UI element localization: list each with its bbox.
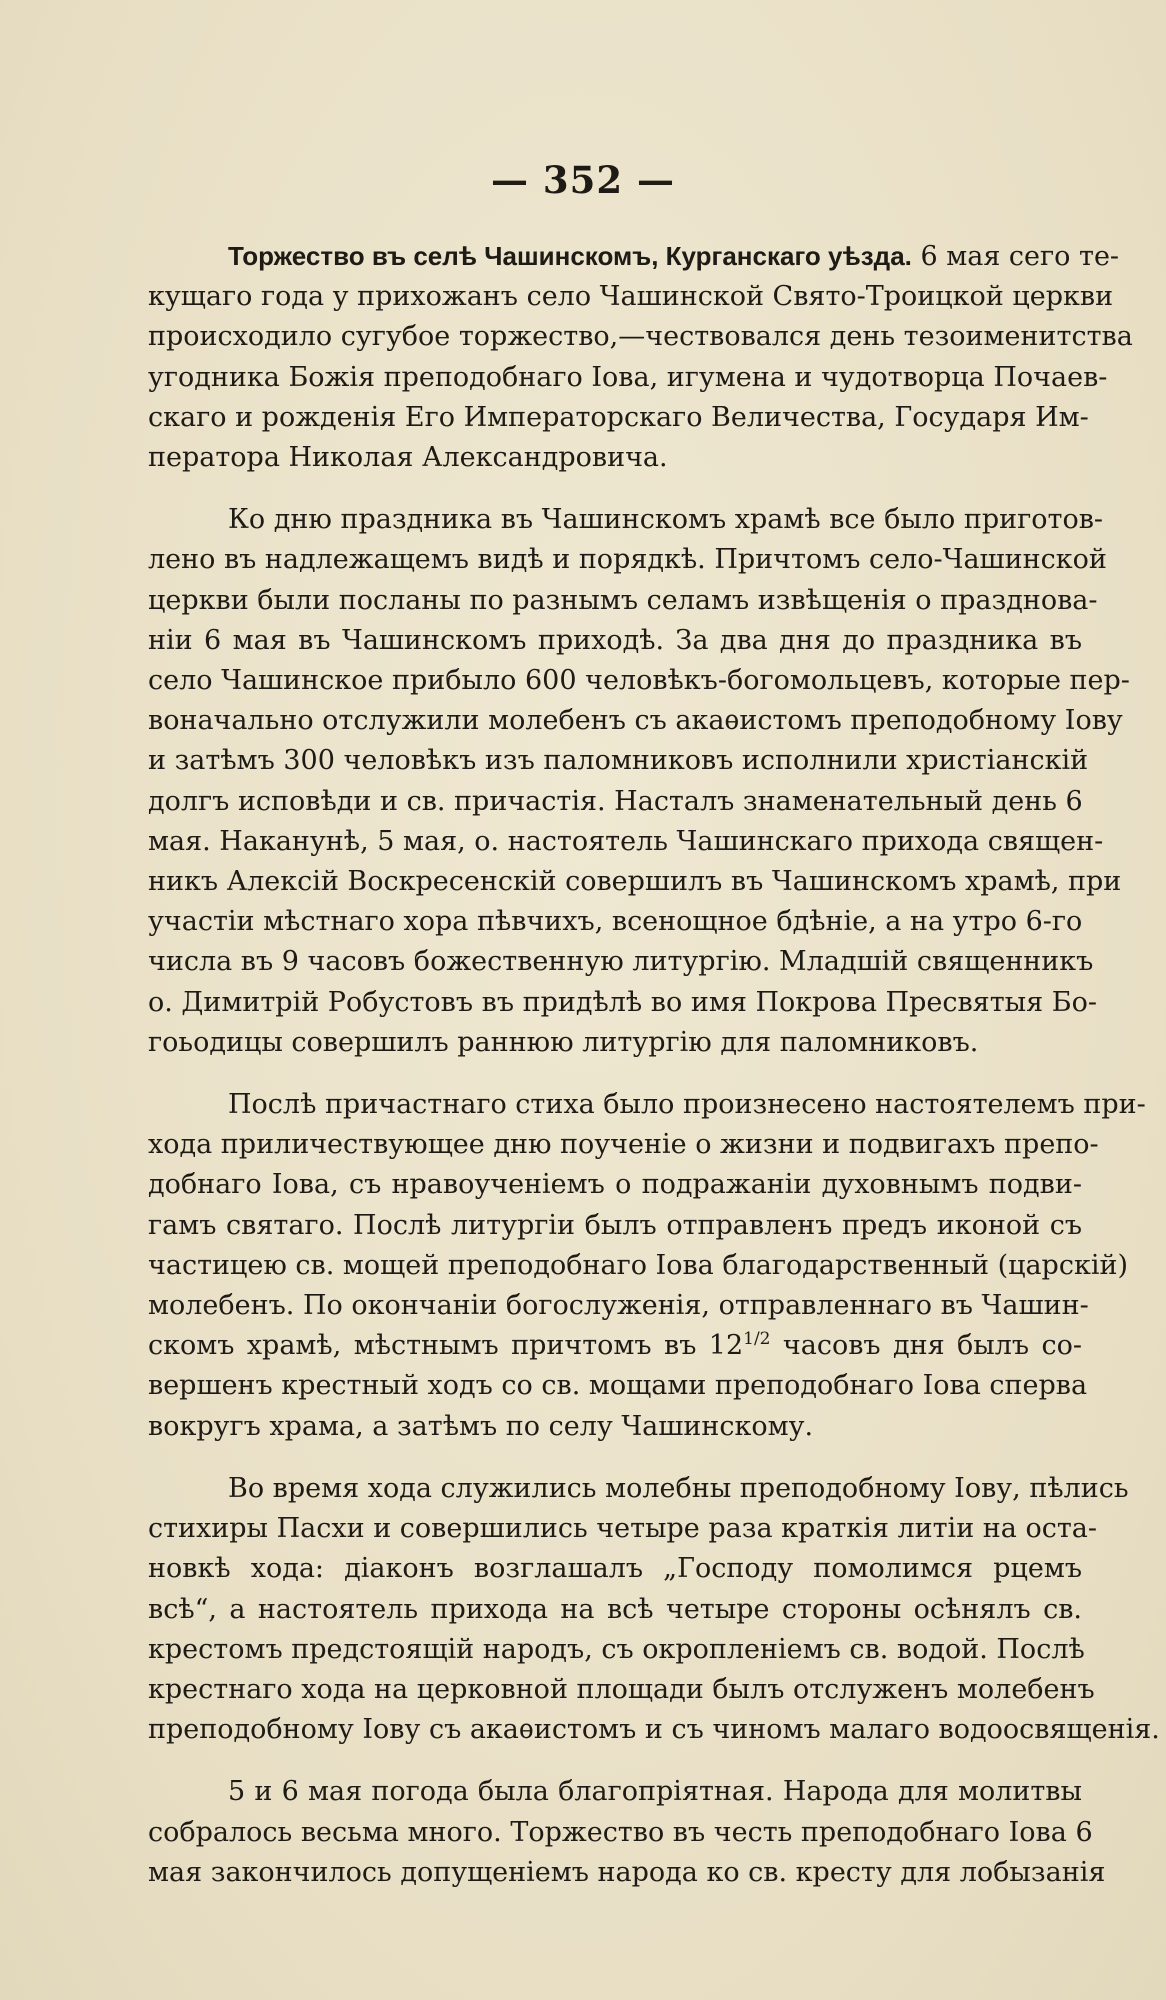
line-text: Во время хода служились молебны преподобному Іову, пѣлись: [228, 1472, 1129, 1504]
line-text: происходило сугубое торжество,—чествовался день тезоименитства: [148, 321, 1133, 353]
article-body: [148, 236, 1160, 1915]
line-text: ніи 6 мая въ Чашинскомъ приходѣ. За два дня до праздника въ: [148, 624, 1082, 656]
text-line: [148, 782, 1082, 822]
text-line: [148, 1670, 1095, 1710]
text-line: [148, 1407, 1082, 1447]
text-line: [148, 1366, 1088, 1406]
line-text: кущаго года у прихожанъ село Чашинской Свято-Троицкой церкви: [148, 281, 1114, 313]
line-text: мая закончилось допущеніемъ народа ко св. кресту для лобызанія: [148, 1856, 1106, 1888]
text-line: [148, 1710, 1160, 1750]
text-line: [148, 317, 1133, 357]
text-line: [148, 540, 1107, 580]
text-line: [148, 1286, 1089, 1326]
text-line: [148, 862, 1122, 902]
line-text: 6 мая сего те-: [911, 241, 1120, 272]
text-line: [148, 1772, 1082, 1812]
text-line: [148, 1125, 1099, 1165]
text-line: [148, 236, 1120, 277]
text-line: [148, 741, 1089, 781]
paragraph-4: [148, 1469, 1160, 1750]
text-line: [148, 277, 1114, 317]
line-text: скомъ храмѣ, мѣстнымъ причтомъ въ 12: [148, 1330, 744, 1362]
line-text: Ко дню праздника въ Чашинскомъ храмѣ все было приготов-: [228, 504, 1104, 536]
page-number: — 352 —: [491, 158, 675, 202]
text-line: [148, 942, 1094, 982]
line-text: Послѣ причастнаго стиха было произнесено настоятелемъ при-: [228, 1089, 1146, 1121]
text-line: [148, 902, 1082, 942]
line-text: никъ Алексій Воскресенскій совершилъ въ Чашинскомъ храмѣ, при: [148, 866, 1122, 898]
text-line: [148, 1853, 1106, 1893]
line-text: гоьодицы совершилъ раннюю литургію для паломниковъ.: [148, 1026, 979, 1058]
text-line: [148, 661, 1130, 701]
text-line: [148, 1590, 1082, 1630]
paragraph-1: [148, 236, 1133, 478]
line-text: преподобному Іову съ акаѳистомъ и съ чиномъ малаго водоосвященія.: [148, 1714, 1160, 1746]
line-text: крестнаго хода на церковной площади былъ отслуженъ молебенъ: [148, 1673, 1095, 1705]
text-line: [148, 438, 1082, 478]
paragraph-5: [148, 1772, 1106, 1893]
line-text: и затѣмъ 300 человѣкъ изъ паломниковъ исполнили христіанскій: [148, 745, 1089, 777]
paragraph-3: [148, 1085, 1146, 1447]
line-text: мая. Наканунѣ, 5 мая, о. настоятель Чашинскаго прихода священ-: [148, 825, 1104, 857]
line-text: долгъ исповѣди и св. причастія. Насталъ знаменательный день 6: [148, 785, 1083, 817]
text-line: [148, 1630, 1085, 1670]
text-line: [148, 1085, 1146, 1125]
line-text: угодника Божія преподобнаго Іова, игумена и чудотворца Почаев-: [148, 361, 1108, 393]
line-text: гамъ святаго. Послѣ литургіи былъ отправленъ предъ иконой съ: [148, 1209, 1082, 1241]
text-line: [148, 621, 1082, 661]
line-text: лено въ надлежащемъ видѣ и порядкѣ. Причтомъ село-Чашинской: [148, 544, 1107, 576]
text-line: [148, 822, 1104, 862]
line-text: вокругъ храма, а затѣмъ по селу Чашинскому.: [148, 1410, 814, 1442]
fraction-superscript: 1/2: [743, 1329, 771, 1350]
line-text: воначально отслужили молебенъ съ акаѳистомъ преподобному Іову: [148, 705, 1123, 737]
line-text: ператора Николая Александровича.: [148, 442, 668, 474]
line-text: новкѣ хода: діаконъ возглашалъ „Господу помолимся рцемъ: [148, 1553, 1082, 1585]
line-text: 5 и 6 мая погода была благопріятная. Народа для молитвы: [228, 1776, 1082, 1808]
line-text: молебенъ. По окончаніи богослуженія, отправленнаго въ Чашин-: [148, 1290, 1089, 1322]
line-text: добнаго Іова, съ нравоученіемъ о подражаніи духовнымъ подви-: [148, 1169, 1082, 1201]
line-text: хода приличествующее дню поученіе о жизни и подвигахъ препо-: [148, 1129, 1099, 1161]
text-line: [148, 1509, 1097, 1549]
text-line: [148, 1549, 1082, 1589]
text-line: [148, 1165, 1082, 1205]
line-text: о. Димитрій Робустовъ въ придѣлѣ во имя Покрова Пресвятыя Бо-: [148, 986, 1097, 1018]
line-text: всѣ“, а настоятель прихода на всѣ четыре стороны осѣнялъ св.: [148, 1593, 1082, 1625]
article-heading: Торжество въ селѣ Чашинскомъ, Курганскаго уѣзда.: [228, 241, 912, 271]
text-line: [148, 581, 1098, 621]
line-text: стихиры Пасхи и совершились четыре раза краткія литіи на оста-: [148, 1513, 1097, 1545]
text-line: [148, 1023, 1082, 1063]
text-line: [148, 1469, 1129, 1509]
text-line: [148, 398, 1089, 438]
line-text: село Чашинское прибыло 600 человѣкъ-богомольцевъ, которые пер-: [148, 665, 1130, 697]
text-line: [148, 701, 1123, 741]
line-text: вершенъ крестный ходъ со св. мощами преподобнаго Іова сперва: [148, 1370, 1088, 1402]
line-text: крестомъ предстоящій народъ, съ окропленіемъ св. водой. Послѣ: [148, 1633, 1085, 1665]
line-text: участіи мѣстнаго хора пѣвчихъ, всенощное бдѣніе, а на утро 6-го: [148, 906, 1083, 938]
line-text: церкви были посланы по разнымъ селамъ извѣщенія о праздновa-: [148, 584, 1098, 616]
line-text-continued: часовъ дня былъ со-: [770, 1330, 1082, 1362]
text-line: [148, 1326, 1082, 1366]
text-line: [148, 983, 1097, 1023]
text-line: [148, 500, 1104, 540]
text-line: [148, 1206, 1082, 1246]
line-text: скаго и рожденія Его Императорскаго Величества, Государя Им-: [148, 401, 1089, 433]
line-text: числа въ 9 часовъ божественную литургію. Младшій священникъ: [148, 946, 1094, 978]
text-line: [148, 358, 1108, 398]
text-line: [148, 1246, 1129, 1286]
text-line: [148, 1813, 1093, 1853]
line-text: частицею св. мощей преподобнаго Іова благодарственный (царскій): [148, 1249, 1129, 1281]
line-text: собралось весьма много. Торжество въ честь преподобнаго Іова 6: [148, 1816, 1093, 1848]
paragraph-2: [148, 500, 1130, 1063]
